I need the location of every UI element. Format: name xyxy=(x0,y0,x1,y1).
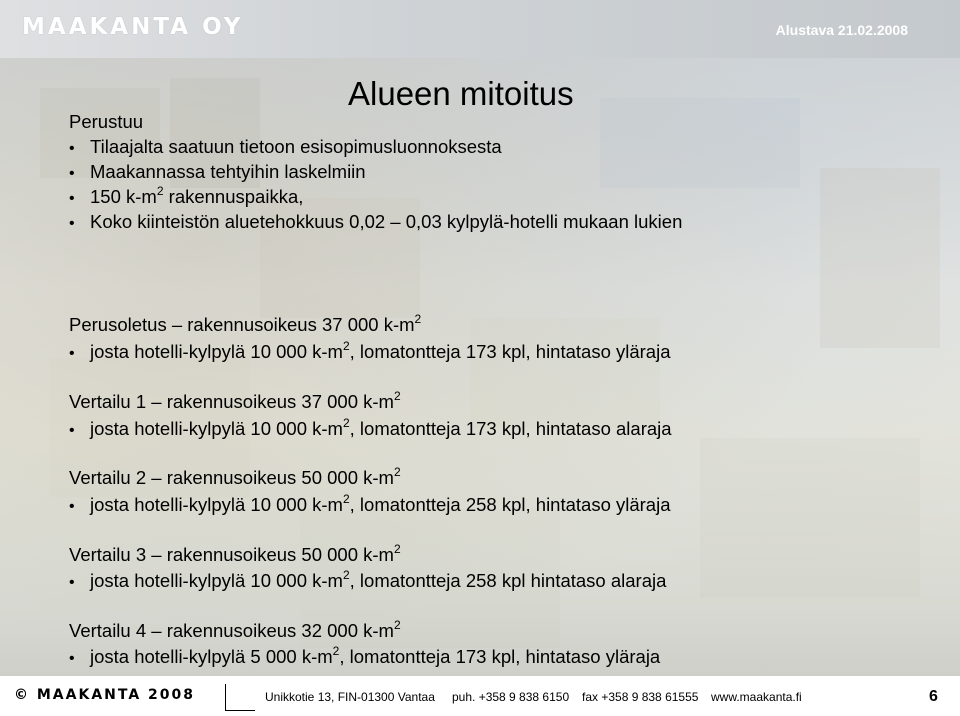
draft-date: Alustava 21.02.2008 xyxy=(775,22,908,38)
footer-copyright: © MAAKANTA 2008 xyxy=(14,687,196,703)
bullet-icon: • xyxy=(69,650,75,667)
footer-phone: puh. +358 9 838 6150 xyxy=(452,690,570,704)
option-heading: Vertailu 3 – rakennusoikeus 50 000 $k-m^2$ xyxy=(69,541,401,565)
basis-bullet: • Maakannassa tehtyihin laskelmiin xyxy=(69,161,366,182)
option-bullet: • josta hotelli-kylpylä 10 000 $k-m^2$, lomatontteja 258 kpl, hintataso yläraja xyxy=(69,491,671,515)
option-heading: Perusoletus – rakennusoikeus 37 000 $k-m^2$ xyxy=(69,311,422,335)
option-bullet: • josta hotelli-kylpylä 10 000 $k-m^2$, lomatontteja 173 kpl, hintataso alaraja xyxy=(69,415,672,439)
brand-logo-text: MAAKANTA OY xyxy=(22,14,244,40)
page-number: 6 xyxy=(929,688,938,705)
option-bullet: • josta hotelli-kylpylä 10 000 $k-m^2$, lomatontteja 258 kpl hintataso alaraja xyxy=(69,567,667,591)
bullet-icon: • xyxy=(69,345,75,362)
option-heading: Vertailu 4 – rakennusoikeus 32 000 $k-m^2$ xyxy=(69,617,401,641)
option-bullet: • josta hotelli-kylpylä 5 000 $k-m^2$, lomatontteja 173 kpl, hintataso yläraja xyxy=(69,643,661,667)
basis-heading: Perustuu xyxy=(69,111,144,132)
bullet-icon: • xyxy=(69,574,75,591)
header-bar xyxy=(0,0,960,58)
bullet-icon: • xyxy=(69,190,75,207)
footer-website-link[interactable]: www.maakanta.fi xyxy=(711,690,802,704)
footer-divider xyxy=(225,684,226,710)
basis-bullet: • 150 $k-m^2$ rakennuspaikka, xyxy=(69,183,304,207)
bullet-icon: • xyxy=(69,498,75,515)
option-heading: Vertailu 1 – rakennusoikeus 37 000 $k-m^2$ xyxy=(69,388,401,412)
bullet-icon: • xyxy=(69,215,75,232)
basis-bullet: • Tilaajalta saatuun tietoon esisopimusluonnoksesta xyxy=(69,136,502,157)
bullet-icon: • xyxy=(69,140,75,157)
footer-address: Unikkotie 13, FIN-01300 Vantaa xyxy=(265,690,435,704)
option-bullet: • josta hotelli-kylpylä 10 000 $k-m^2$, lomatontteja 173 kpl, hintataso yläraja xyxy=(69,338,671,362)
bullet-icon: • xyxy=(69,422,75,439)
basis-bullet: • Koko kiinteistön aluetehokkuus 0,02 – 0,03 kylpylä-hotelli mukaan lukien xyxy=(69,211,683,232)
slide-title: Alueen mitoitus xyxy=(348,75,574,112)
bullet-icon: • xyxy=(69,165,75,182)
footer xyxy=(0,676,960,716)
option-heading: Vertailu 2 – rakennusoikeus 50 000 $k-m^2$ xyxy=(69,464,401,488)
footer-fax: fax +358 9 838 61555 xyxy=(582,690,699,704)
footer-divider xyxy=(225,710,255,711)
